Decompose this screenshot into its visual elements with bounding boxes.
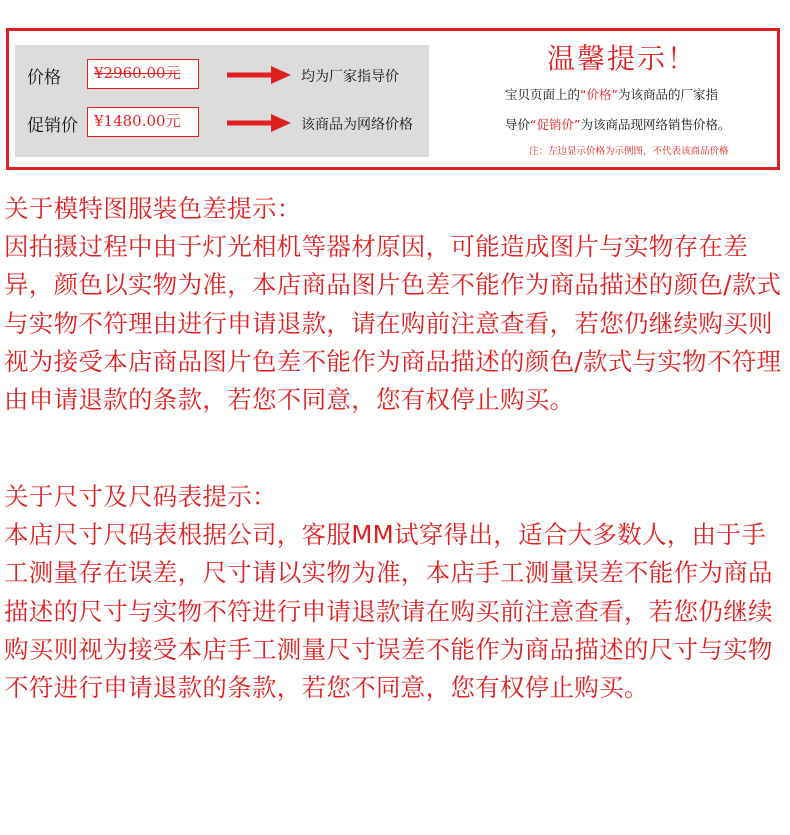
arrow-right-icon (227, 114, 291, 132)
notice-text: 宝贝页面上的 (505, 87, 581, 102)
notice-line-2 (505, 115, 730, 133)
notice-highlight: “价格” (580, 87, 618, 102)
promo-price-description: 该商品为网络价格 (301, 117, 413, 133)
size-notice-body: 本店尺寸尺码表根据公司，客服MM试穿得出，适合大多数人，由于手工测量存在误差，尺寸请以实物为准，本店手工测量误差不能作为商品描述的尺寸与实物不符进行申请退款请在购买前注意查看，若您仍继续购买则视为接受本店手工测量尺寸误差不能作为商品描述的尺寸与实物不符进行申请退款的条款，若您不同意，您有权停止购买。 (4, 520, 773, 703)
notice-text: 为该商品的厂家指 (617, 87, 718, 102)
size-notice-heading: 关于尺寸及尺码表提示： (4, 482, 277, 511)
promo-price-value-box (87, 107, 199, 137)
promo-price-value: ¥1480.00元 (94, 112, 181, 130)
price-example-panel (15, 45, 429, 157)
notice-text: 导价 (505, 117, 531, 132)
notice-highlight: “促销价” (530, 117, 581, 132)
notice-text: 为该商品现网络销售价格。 (580, 117, 731, 132)
notice-title: 温馨提示！ (547, 42, 698, 75)
color-notice-body: 因拍摄过程中由于灯光相机等器材原因，可能造成图片与实物存在差异，颜色以实物为准，本店商品图片色差不能作为商品描述的颜色/款式与实物不符理由进行申请退款，请在购前注意查看，若您仍继续购买则视为接受本店商品图片色差不能作为商品描述的颜色/款式与实物不符理由申请退款的条款，若您不同意，您有权停止购买。 (4, 232, 782, 415)
price-value: ¥2960.00元 (94, 64, 181, 82)
arrow-right-icon (227, 66, 291, 84)
price-description: 均为厂家指导价 (301, 69, 399, 85)
price-value-box (87, 59, 199, 89)
notice-footnote: 注：左边显示价格为示例图，不代表该商品价格 (529, 146, 729, 157)
price-notice-banner (6, 28, 780, 170)
notice-line-1 (505, 85, 718, 103)
promo-price-label: 促销价 (27, 116, 78, 136)
color-notice-heading: 关于模特图服装色差提示： (4, 194, 302, 223)
price-label: 价格 (27, 68, 61, 88)
